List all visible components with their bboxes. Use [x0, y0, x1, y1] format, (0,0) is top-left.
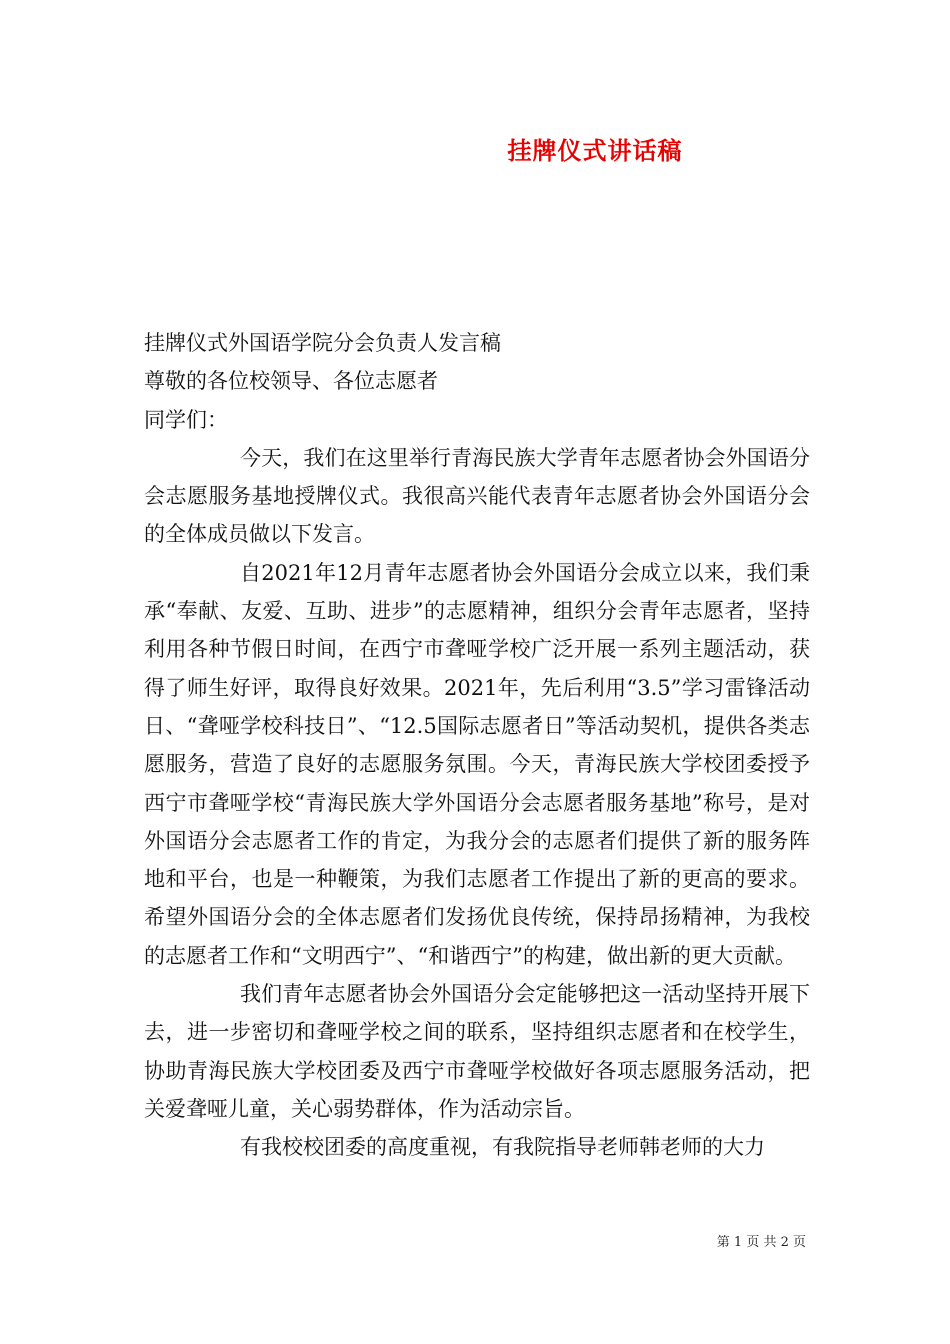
document-subtitle: 挂牌仪式外国语学院分会负责人发言稿 [144, 331, 501, 355]
page-number: 第 1 页 共 2 页 [716, 1235, 806, 1250]
document-body [144, 324, 810, 1167]
paragraph-support: 有我校校团委的高度重视，有我院指导老师韩老师的大力 [240, 1135, 765, 1160]
paragraph-opening: 今天，我们在这里举行青海民族大学青年志愿者协会外国语分会志愿服务基地授牌仪式。我很高兴能代表青年志愿者协会外国语分会的全体成员做以下发言。 [144, 445, 810, 547]
document-title: 挂牌仪式讲话稿 [507, 137, 683, 165]
paragraph-commitment: 我们青年志愿者协会外国语分会定能够把这一活动坚持开展下去，进一步密切和聋哑学校之间的联系，坚持组织志愿者和在校学生，协助青海民族大学校团委及西宁市聋哑学校做好各项志愿服务活动，把关爱聋哑儿童，关心弱势群体，作为活动宗旨。 [144, 982, 810, 1121]
salutation-line-1: 尊敬的各位校领导、各位志愿者 [144, 369, 438, 394]
salutation-line-2: 同学们： [144, 407, 228, 432]
paragraph-history: 自2021年12月青年志愿者协会外国语分会成立以来，我们秉承“奉献、友爱、互助、进步”的志愿精神，组织分会青年志愿者，坚持利用各种节假日时间，在西宁市聋哑学校广泛开展一系列主题活动，获得了师生好评，取得良好效果。2021年，先后利用“3.5”学习雷锋活动日、“聋哑学校科技日”、“12.5国际志愿者日”等活动契机，提供各类志愿服务，营造了良好的志愿服务氛围。今天，青海民族大学校团委授予西宁市聋哑学校“青海民族大学外国语分会志愿者服务基地”称号，是对外国语分会志愿者工作的肯定，为我分会的志愿者们提供了新的服务阵地和平台，也是一种鞭策，为我们志愿者工作提出了新的更高的要求。希望外国语分会的全体志愿者们发扬优良传统，保持昂扬精神，为我校的志愿者工作和“文明西宁”、“和谐西宁”的构建，做出新的更大贡献。 [144, 560, 810, 968]
